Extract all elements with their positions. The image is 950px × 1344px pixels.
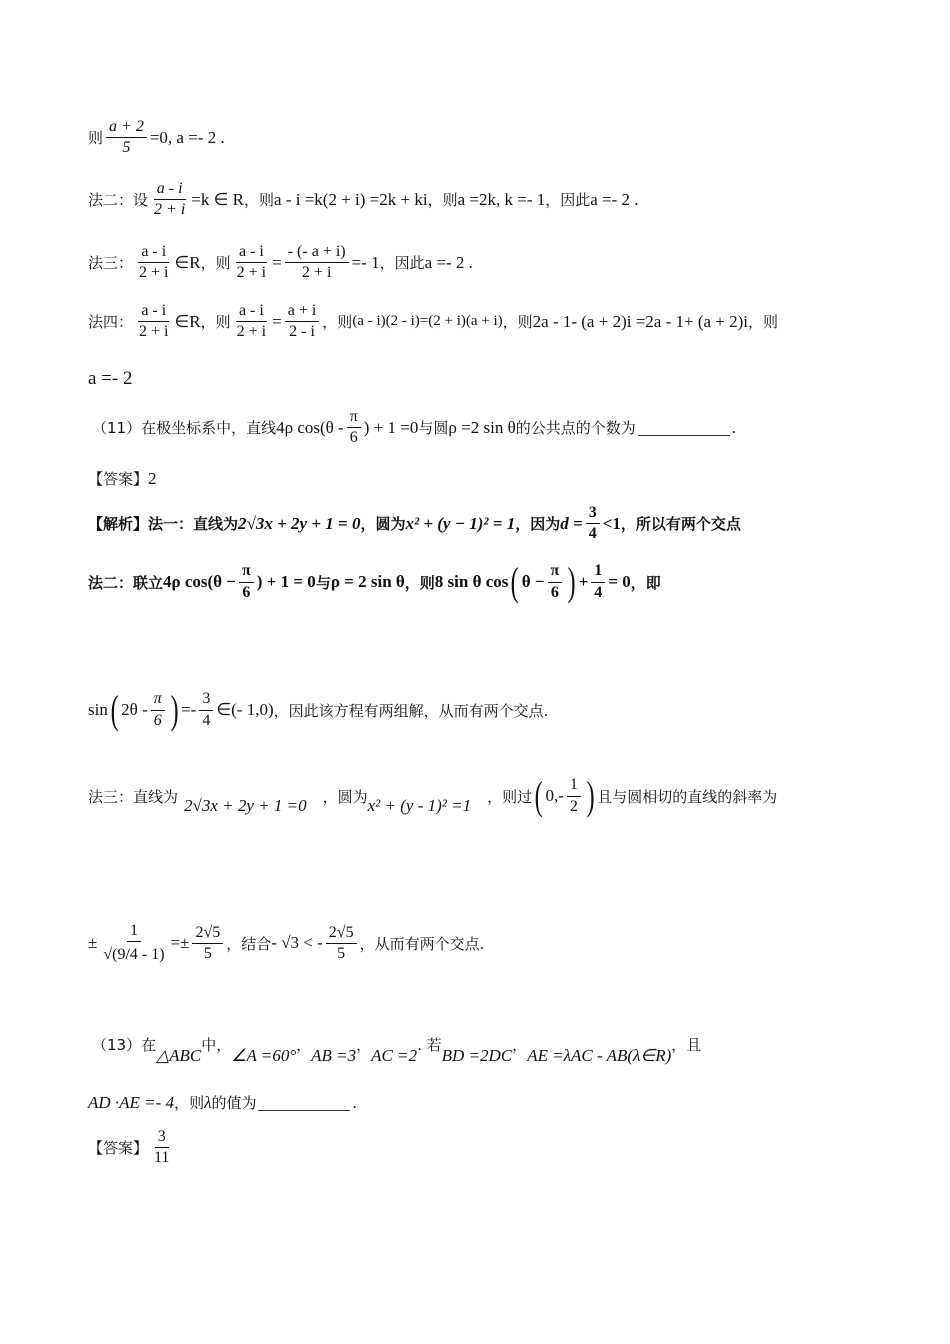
denominator: √(9/4 - 1) <box>103 946 165 964</box>
numerator: a + 2 <box>106 118 147 138</box>
denominator: 6 <box>242 583 251 601</box>
denominator: 2 <box>569 797 578 815</box>
text: ，则 <box>244 191 275 210</box>
math: 4ρ cos(θ - <box>276 417 344 437</box>
numerator: a - i <box>236 243 267 263</box>
question-text: （13）在 <box>92 1035 157 1054</box>
math: ∈(- 1,0) <box>216 700 274 719</box>
fraction <box>106 118 147 158</box>
solution-method-3-cont <box>88 922 484 965</box>
math: ) + 1 =0 <box>363 417 419 437</box>
text: ， <box>296 1035 312 1054</box>
left-paren: ( <box>511 559 520 604</box>
math: AE =λAC - AB(λ∈R) <box>527 1046 672 1065</box>
numerator: π <box>347 408 361 428</box>
fraction <box>567 776 581 816</box>
text: ，则 <box>404 573 435 592</box>
text: ，则 <box>174 1094 205 1112</box>
question-13-cont <box>88 1092 357 1113</box>
denominator: 6 <box>550 583 559 601</box>
math: λ <box>204 1092 212 1112</box>
math: ρ = 2 sin θ <box>330 572 405 591</box>
fraction <box>136 243 171 283</box>
fraction <box>548 562 563 602</box>
line-3 <box>88 243 473 283</box>
math: △ABC <box>156 1046 202 1065</box>
fraction <box>239 562 254 602</box>
math: sin <box>88 700 108 719</box>
text: ，则 <box>427 191 458 210</box>
denominator: 6 <box>349 429 358 447</box>
math: =- 1 <box>351 252 380 272</box>
math: x² + (y − 1)² = 1 <box>405 513 516 533</box>
text: ， <box>356 1035 372 1054</box>
numerator: 1 <box>591 562 605 582</box>
label: 法二：设 <box>88 191 149 210</box>
denominator: 2 + i <box>139 323 169 341</box>
fraction <box>591 562 605 602</box>
text: ，圆为 <box>322 787 368 806</box>
math: a - i =k(2 + i) =2k + ki <box>274 189 428 209</box>
math: ∈R <box>174 311 201 331</box>
math: ± <box>88 933 98 953</box>
solution-method-3 <box>88 773 778 818</box>
denominator: 4 <box>202 711 211 729</box>
text: ，则 <box>200 313 231 332</box>
label: 法四： <box>88 313 134 332</box>
right-paren: ) <box>586 773 595 818</box>
fraction <box>285 302 320 342</box>
denominator: 11 <box>154 1149 170 1167</box>
text: ，即 <box>630 573 661 592</box>
text: 法二：联立 <box>88 573 164 592</box>
math: 2√3x + 2y + 1 =0 <box>184 796 307 815</box>
answer-13 <box>88 1128 175 1168</box>
question-11 <box>92 408 736 448</box>
numerator: 1 <box>567 776 581 796</box>
fraction <box>199 690 213 730</box>
numerator: a + i <box>285 302 320 322</box>
denominator: 2 + i <box>154 201 186 219</box>
numerator: a - i <box>154 180 186 200</box>
text: 且与圆相切的直线的斜率为 <box>597 787 778 806</box>
right-paren: ) <box>170 687 179 732</box>
math: = <box>272 311 282 331</box>
math: 2θ - <box>121 700 148 719</box>
math: <1 <box>602 513 621 533</box>
denominator: 2 + i <box>236 323 267 341</box>
text: ，结合 <box>226 934 272 953</box>
fraction <box>151 180 188 220</box>
solution-method-2 <box>88 559 661 604</box>
math: ∠A =60° <box>231 1046 297 1065</box>
numerator: a - i <box>138 302 169 322</box>
denominator: 4 <box>594 583 603 601</box>
math: = 0 <box>608 572 631 591</box>
text: ，所以有两个交点 <box>620 515 741 534</box>
math: ) + 1 = 0 <box>256 572 316 591</box>
fraction <box>234 302 269 342</box>
line-5 <box>88 368 132 390</box>
math: 4ρ cos(θ − <box>163 572 236 591</box>
denominator: 6 <box>153 711 162 729</box>
text: 与 <box>315 573 331 592</box>
math: a =2k, k =- 1 <box>457 189 546 209</box>
math: AB =3 <box>311 1046 357 1065</box>
math: 2√3x + 2y + 1 = 0 <box>238 513 361 533</box>
math: AD ·AE =- 4 <box>88 1092 175 1112</box>
answer-blank <box>258 1094 350 1111</box>
denominator: 2 + i <box>139 264 169 282</box>
math: x² + (y - 1)² =1 <box>367 796 472 815</box>
fraction <box>285 243 349 283</box>
math: a =- 2 . <box>590 189 639 209</box>
answer-label: 【答案】 <box>88 470 149 488</box>
text: ，且 <box>671 1035 702 1054</box>
denominator: 5 <box>122 139 131 157</box>
answer-value: 2 <box>148 468 157 488</box>
fraction <box>100 922 167 965</box>
fraction <box>586 504 600 544</box>
denominator: 4 <box>588 525 597 543</box>
text: ，圆为 <box>360 515 406 534</box>
text: . <box>352 1092 357 1112</box>
numerator: 3 <box>586 504 600 524</box>
text: 则 <box>88 129 104 148</box>
text: 的公共点的个数为 <box>515 419 636 438</box>
math: - √3 < - <box>271 933 323 953</box>
numerator: 1 <box>127 922 141 942</box>
math: = <box>272 252 282 272</box>
math: =- <box>181 700 197 719</box>
math: θ − <box>521 572 545 591</box>
math: a =- 2 <box>88 368 133 389</box>
math: BD =2DC <box>441 1046 513 1065</box>
question-text: （11）在极坐标系中，直线 <box>92 419 277 438</box>
text: . <box>731 417 736 437</box>
math: (a - i)(2 - i)=(2 + i)(a + i) <box>352 313 503 330</box>
text: ，则 <box>322 313 353 332</box>
left-paren: ( <box>534 773 543 818</box>
text: 中， <box>201 1035 232 1054</box>
text: ，则 <box>502 313 533 332</box>
math: AC =2 <box>371 1046 418 1065</box>
math: d = <box>560 513 583 533</box>
denominator: 2 + i <box>301 264 332 282</box>
text: ，因此 <box>545 191 591 210</box>
text: 法三：直线为 <box>88 787 179 806</box>
math: ∈R <box>174 252 201 272</box>
label: 法三： <box>88 254 134 273</box>
text: 与圆 <box>418 419 449 438</box>
line-1 <box>88 118 225 158</box>
text: 法一：直线为 <box>148 515 239 534</box>
math: =k ∈ R <box>191 189 245 209</box>
text: . 若 <box>417 1035 442 1054</box>
fraction <box>136 302 171 342</box>
math: 8 sin θ cos <box>434 572 509 591</box>
denominator: 5 <box>203 944 212 962</box>
text: ，则 <box>200 254 231 273</box>
fraction <box>151 690 165 730</box>
answer-11 <box>88 468 157 489</box>
text: ，因此该方程有两组解，从而有两个交点. <box>273 701 549 720</box>
solution-method-2-cont <box>88 687 549 732</box>
answer-label: 【答案】 <box>88 1139 149 1158</box>
text: ，因此 <box>379 254 425 273</box>
math: + <box>578 572 589 591</box>
denominator: 2 + i <box>236 264 267 282</box>
math: 2a - 1- (a + 2)i =2a - 1+ (a + 2)i <box>532 311 749 331</box>
answer-blank <box>638 419 730 436</box>
numerator: 2√5 <box>192 924 223 944</box>
fraction <box>326 924 357 964</box>
math: =0, a =- 2 . <box>149 127 225 147</box>
line-2 <box>88 180 639 220</box>
numerator: a - i <box>138 243 169 263</box>
numerator: π <box>239 562 254 582</box>
analysis-label: 【解析】 <box>88 515 149 534</box>
math: 0,- <box>545 786 564 805</box>
fraction <box>192 924 223 964</box>
math: ρ =2 sin θ <box>448 417 516 437</box>
line-4 <box>88 302 778 342</box>
numerator: a - i <box>236 302 267 322</box>
question-13 <box>92 1022 701 1066</box>
answer-fraction <box>151 1128 172 1168</box>
text: ， <box>512 1035 528 1054</box>
denominator: 2 - i <box>289 323 315 341</box>
math: a =- 2 . <box>424 252 473 272</box>
numerator: 2√5 <box>326 924 357 944</box>
left-paren: ( <box>110 687 119 732</box>
text: ，从而有两个交点. <box>359 934 485 953</box>
numerator: 3 <box>155 1128 169 1148</box>
numerator: π <box>548 562 563 582</box>
text: ，则过 <box>487 787 533 806</box>
right-paren: ) <box>567 559 576 604</box>
math: =± <box>170 933 190 953</box>
numerator: 3 <box>199 690 213 710</box>
solution-method-1 <box>88 504 741 544</box>
fraction <box>347 408 361 448</box>
text: ，则 <box>748 313 779 332</box>
text: ，因为 <box>515 515 561 534</box>
numerator: π <box>151 690 165 710</box>
fraction <box>234 243 269 283</box>
text: 的值为 <box>211 1094 257 1112</box>
denominator: 5 <box>337 944 346 962</box>
numerator: - (- a + i) <box>285 243 349 263</box>
